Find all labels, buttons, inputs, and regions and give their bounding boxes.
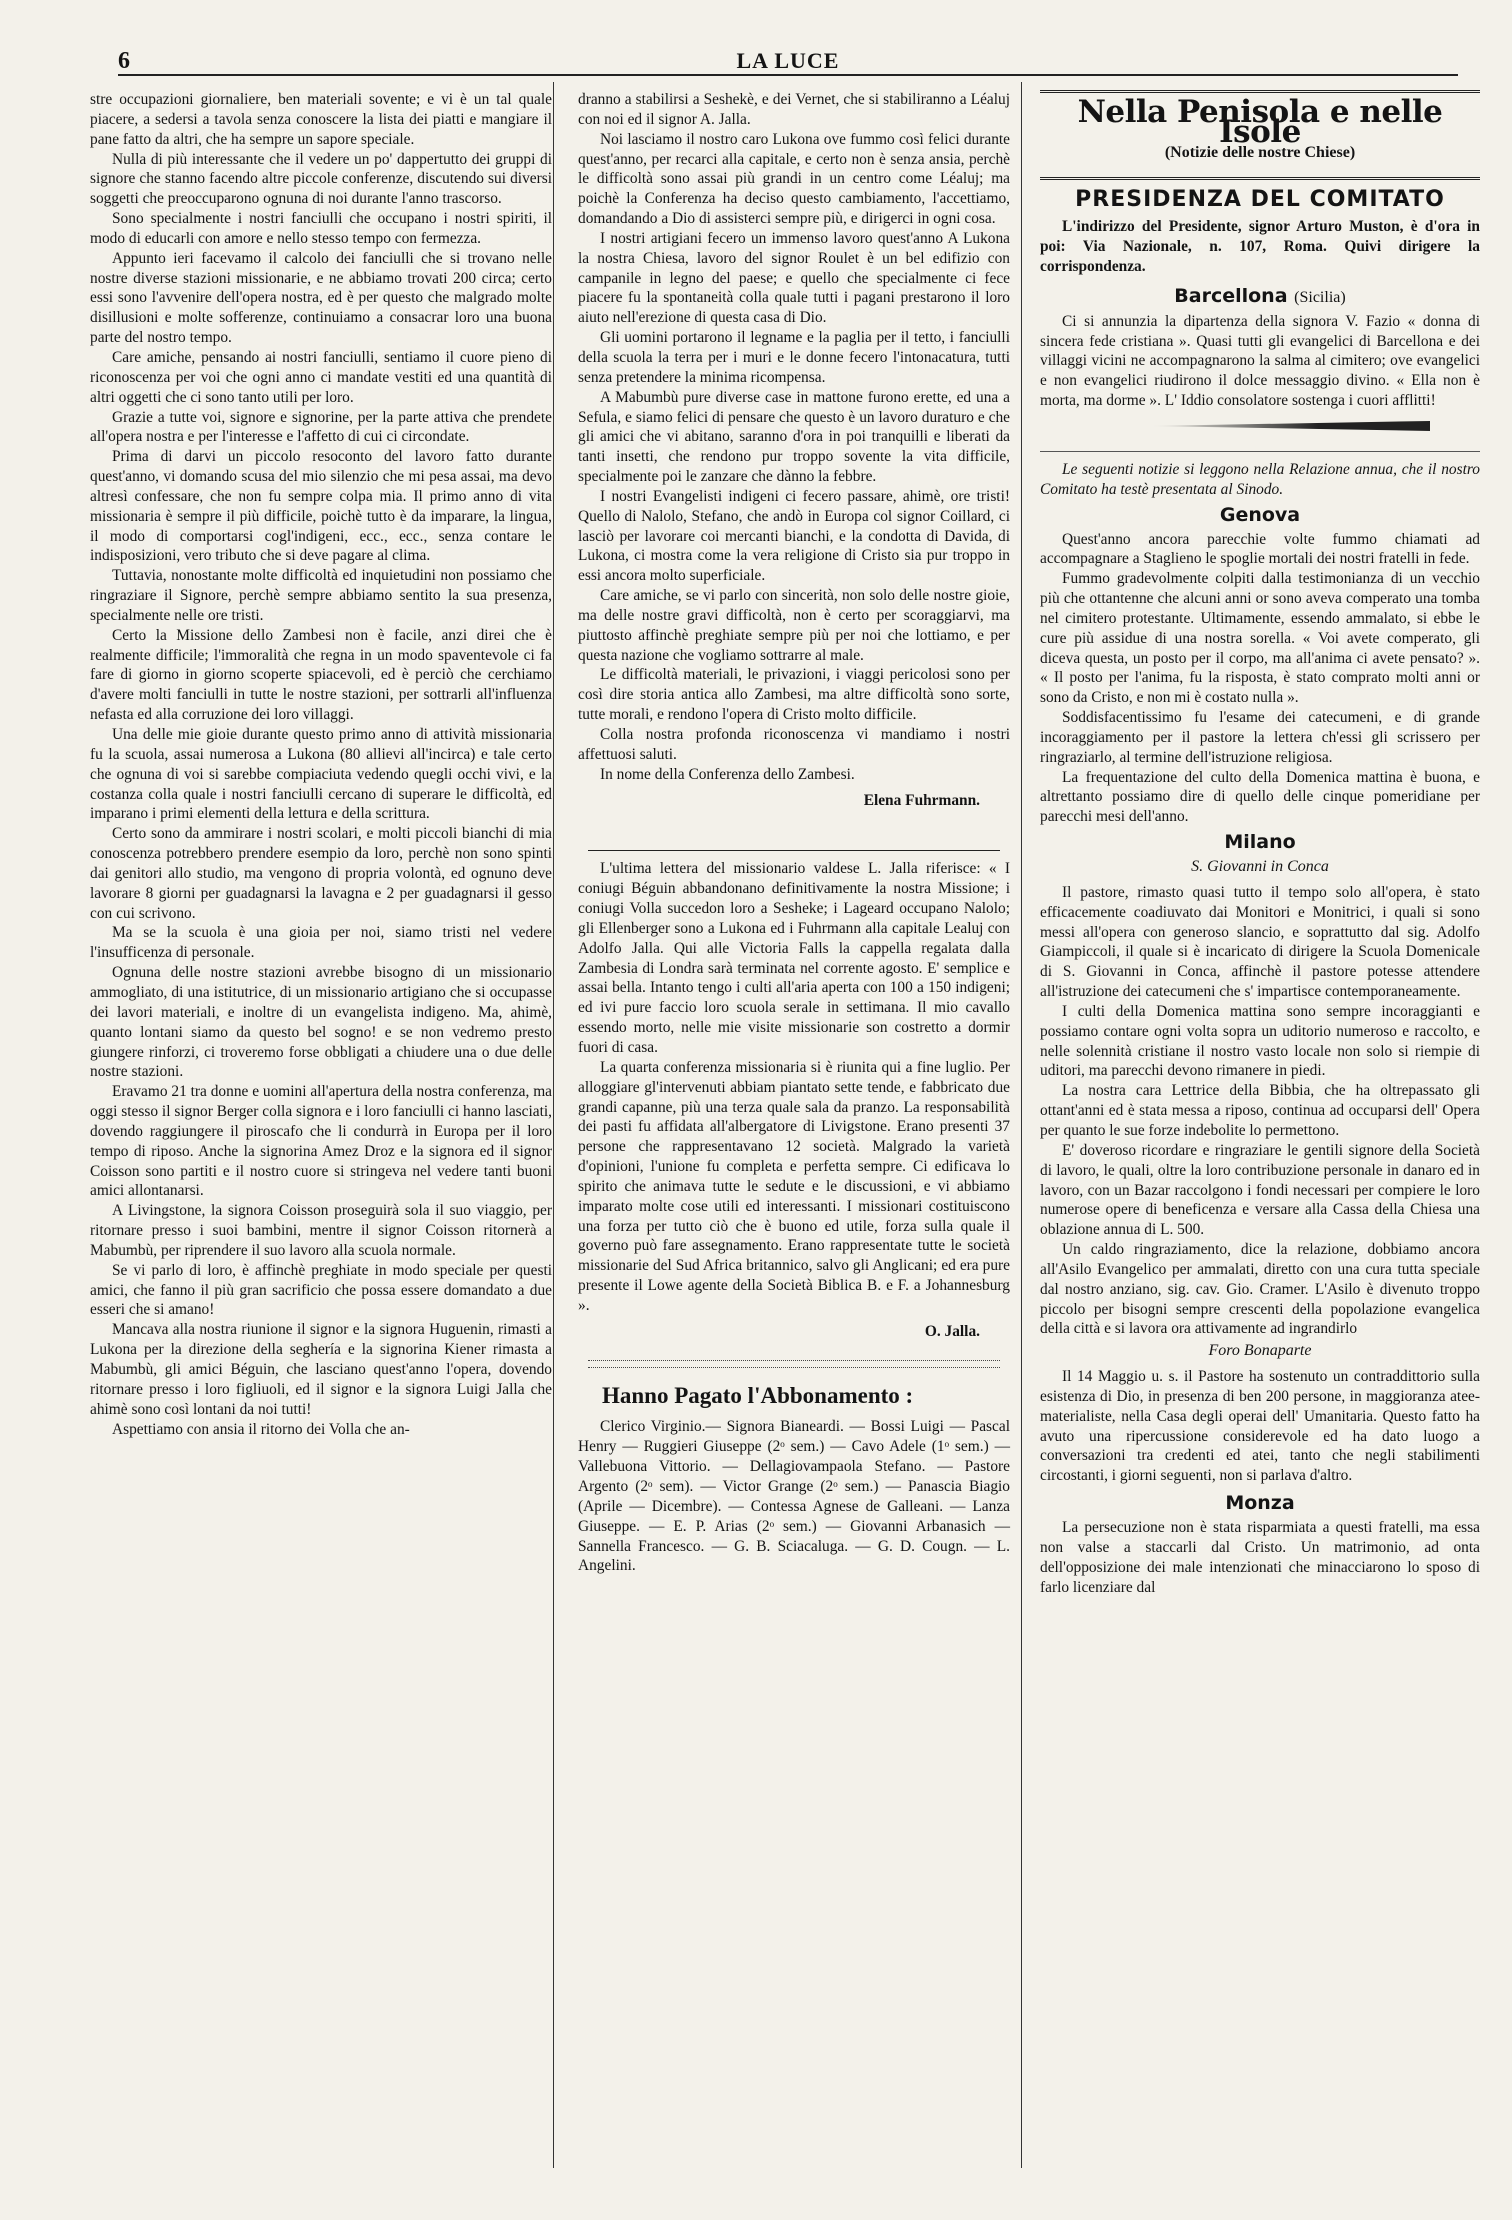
paragraph: Se vi parlo di loro, è affinchè preghiate in modo speciale per questi amici, che fanno il più gran sacrificio che possa essere domandato a due esseri che si amano! bbox=[90, 1261, 552, 1319]
paragraph: Noi lasciamo il nostro caro Lukona ove fummo così felici durante quest'anno, per recarci alla capitale, e certo non è senza ansia, perchè le difficoltà sono assai più grandi in un centro come Léaluj; ma poichè la Conferenza ha deciso questo cambiamento, l'accettiamo, domandando a Dio di assisterci sempre più, e dirigerci in ogni cosa. bbox=[578, 130, 1010, 228]
signature: O. Jalla. bbox=[924, 1322, 980, 1340]
paragraph: La quarta conferenza missionaria si è riunita qui a fine luglio. Per alloggiare gl'intervenuti abbiam piantato sette tende, e fabbricato due grandi capanne, più una terza quale sala da pranzo. La responsabilità dei pasti fu affidata all'albergatore di Livigstone. Erano presenti 37 persone che rappresentavano 12 società. Malgrado la varietà d'opinioni, l'unione fu completa e perfetta sempre. Ci edificava lo spirito che animava tutte le sedute e le discussioni, e vi abbiamo imparato molte cose utili ed interessanti. I missionari costituiscono una forza per tutto ciò che è buono ed utile, forza sulla quale il governo può fare assegnamento. Erano rappresentate tutte le società missionarie del Sud Africa britannico, salvo gli Anglicani; ed era pure presente il Lowe agente della Società Biblica B. e F. a Johannesburg ». bbox=[578, 1058, 1010, 1314]
city-heading bbox=[1040, 284, 1480, 308]
divider bbox=[1040, 441, 1480, 452]
section-box bbox=[1040, 90, 1480, 180]
paragraph: stre occupazioni giornaliere, ben materiali sovente; e vi è un tal quale piacere, a sedersi a tavola senza conoscere la lista dei piatti e mangiare il pane fatto da altri, che ha sempre un sapore speciale. bbox=[90, 91, 552, 148]
paragraph: Fummo gradevolmente colpiti dalla testimonianza di un vecchio più che ottantenne che alcuni anni or sono aveva comperato una tomba nel cimitero protestante. Ultimamente, essendo ammalato, si ebbe le cure più assidue di una nostra sorella. « Voi avete comperato, gli diceva questa, un posto per il corpo, ma all'anima ci avete pensato? ». « Il posto per l'anima, fu la risposta, è stato comprato molti anni or sono da Cristo, e non mi è costato nulla ». bbox=[1040, 570, 1480, 707]
paragraph: Appunto ieri facevamo il calcolo dei fanciulli che si trovano nelle nostre diverse stazioni missionarie, e ne abbiamo trovati 200 circa; certo essi sono l'avvenire dell'opera nostra, ed è per questo che malgrado molte disillusioni e molte sofferenze, continuiamo a consacrar loro una buona parte del nostro tempo. bbox=[90, 249, 552, 347]
foro-heading: Foro Bonaparte bbox=[1208, 1342, 1312, 1360]
paragraph: Certo sono da ammirare i nostri scolari, e molti piccoli bianchi di mia conoscenza potrebbero prendere esempio da loro, perchè non sono spinti dai genitori allo studio, ma vengono di propria volontà, ed ognuno deve lavorare 8 giorni per guadagnarsi la lavagna e 2 per guadagnarsi il gesso con cui scrivono. bbox=[90, 825, 552, 922]
paragraph: dranno a stabilirsi a Seshekè, e dei Vernet, che si stabiliranno a Léaluj con noi ed il signor A. Jalla. bbox=[578, 91, 1010, 128]
paragraph: In nome della Conferenza dello Zambesi. bbox=[600, 765, 855, 783]
column-1 bbox=[90, 90, 552, 1439]
paragraph: I nostri artigiani fecero un immenso lavoro quest'anno A Lukona la nostra Chiesa, lavoro del signor Roulet è un bel edifizio con campanile in legno del paese; e quello che specialmente ci fece piacere fu la spontaneità colla quale tutti i pagani prestarono il loro aiuto nell'erezione di questa casa di Dio. bbox=[578, 229, 1010, 327]
milano-subheading: S. Giovanni in Conca bbox=[1191, 858, 1329, 875]
paragraph: Certo la Missione dello Zambesi non è facile, anzi direi che è realmente difficile; l'immoralità che regna in un modo spaventevole ci fa fare di giorno in giorno scoperte spiacevoli, ed è perciò che cerchiamo d'avere molti fanciulli in tutte le nostre stazioni, per sottrarli all'influenza nefasta ed alla corruzione dei loro villaggi. bbox=[90, 626, 552, 724]
paragraph: Ci si annunzia la dipartenza della signora V. Fazio « donna di sincera fede cristiana ». Quasi tutti gli evangelici di Barcellona e dei villaggi vicini ne accompagnarono la salma al cimitero; ove evangelici e non evangelici riudirono il dolce messaggio divino. « Ella non è morta, ma dorme ». L' Iddio consolatore sostenga i cuori afflitti! bbox=[1040, 312, 1480, 410]
column-3 bbox=[1040, 90, 1480, 1597]
paragraph: A Livingstone, la signora Coisson proseguirà sola il suo viaggio, per ritornare presso i suoi bambini, mentre il signor Coisson ritornerà a Mabumbù, per riprendere il suo lavoro alla scuola normale. bbox=[90, 1202, 552, 1259]
paragraph: Mancava alla nostra riunione il signor e la signora Huguenin, rimasti a Lukona per la direzione della seghería e la signorina Kiener rimasta a Mabumbù, gli amici Béguin, che lasciano quest'anno l'opera, dovendo ritornare presso i loro figliuoli, ed il signor e la signora Luigi Jalla che ahimè sono così lontani da noi tutti! bbox=[90, 1321, 552, 1418]
wavy-divider bbox=[588, 1360, 1000, 1368]
paragraph: L'indirizzo del Presidente, signor Arturo Muston, è d'ora in poi: Via Nazionale, n. 107, Roma. Quivi dirigere la corrispondenza. bbox=[1040, 218, 1480, 276]
monza-heading: Monza bbox=[1225, 1492, 1295, 1515]
paragraph: Il pastore, rimasto quasi tutto il tempo solo all'opera, è stato efficacemente coadiuvato dai Monitori e Monitrici, i quali si sono messi all'opera con generoso slancio, e soprattutto dal sig. Adolfo Giampiccoli, il quale si è incaricato di dirigere la Scuola Domenicale di S. Giovanni in Conca, affinchè il pastore potesse attendere all'istruzione dei catecumeni che s' impartisce contemporaneamente. bbox=[1040, 883, 1480, 1001]
barcellona-title: Barcellona bbox=[1174, 284, 1288, 307]
divider bbox=[588, 850, 1000, 851]
intro-note: Le seguenti notizie si leggono nella Relazione annua, che il nostro Comitato ha testè presentata al Sinodo. bbox=[1040, 460, 1480, 498]
paragraph: Nulla di più interessante che il vedere un po' dappertutto dei gruppi di signore che stanno facendo altre piccole conferenze, discutendo sui diversi soggetti che preoccuparono ognuna di noi durante l'anno trascorso. bbox=[90, 150, 552, 208]
paragraph: Colla nostra profonda riconoscenza vi mandiamo i nostri affettuosi saluti. bbox=[578, 726, 1010, 763]
barcellona-region: (Sicilia) bbox=[1294, 288, 1346, 306]
paragraph: Le difficoltà materiali, le privazioni, i viaggi pericolosi sono per così dire storia antica allo Zambesi, ma altre difficoltà sono sorte, tutte morali, e rendono l'opera di Cristo molto difficile. bbox=[578, 666, 1010, 724]
newspaper-title: LA LUCE bbox=[736, 48, 840, 73]
paragraph: E' doveroso ricordare e ringraziare le gentili signore della Società di lavoro, le quali, oltre la loro contribuzione personale in danaro ed in lavoro, con un Bazar raccolgono i fondi necessari per compiere le loro numerose opere di beneficenza e versare alla Cassa della Chiesa una oblazione annua di L. 500. bbox=[1040, 1141, 1480, 1239]
paragraph: Ognuna delle nostre stazioni avrebbe bisogno di un missionario ammogliato, di una istitutrice, di un missionario artigiano che si occupasse dei lavori materiali, e inoltre di un evangelista indigeno. Ma, ahimè, quanto lontani siamo da questo bel sogno! e se non vedremo presto giungere rinforzi, ci troveremo forse obbligati a chiudere una o due delle nostre stazioni. bbox=[90, 964, 552, 1081]
paragraph: Il 14 Maggio u. s. il Pastore ha sostenuto un contraddittorio sulla esistenza di Dio, in presenza di ben 200 persone, in maggioranza atee-materialiste, nella Casa degli operai dell' Umanitaria. Questo fatto ha avuto una ripercussione considerevole ed ha dato luogo a conversazioni tra credenti ed atei, tanto che negli stabilimenti circostanti, i giorni seguenti, non si parlava d'altro. bbox=[1040, 1368, 1480, 1485]
paragraph: La frequentazione del culto della Domenica mattina è buona, e altrettanto possiamo dire di quello delle cinque pomeridiane per parecchi mesi dell'anno. bbox=[1040, 768, 1480, 826]
subscriptions-list: Clerico Virginio.— Signora Bianeardi. — Bossi Luigi — Pascal Henry — Ruggieri Giuseppe (2ᵒ sem.) — Cavo Adele (1ᵒ sem.) — Vallebuona Vittorio. — Dellagiovampaola Stefano. — Pastore Argento (2ᵒ sem). — Victor Grange (2ᵒ sem.) — Panascia Biagio (Aprile — Dicembre). — Contessa Agnese de Galleani. — Lanza Giuseppe. — E. P. Arias (2ᵒ sem.) — Giovanni Arbanasich — Sannella Francesco. — G. B. Sciacaluga. — G. D. Cougn. — L. Angelini. bbox=[578, 1418, 1010, 1575]
paragraph: Grazie a tutte voi, signore e signorine, per la parte attiva che prendete all'opera nostra e per l'interesse e l'affetto di cui ci circondate. bbox=[90, 408, 552, 446]
column-divider-1 bbox=[553, 82, 554, 2168]
paragraph: La persecuzione non è stata risparmiata a questi fratelli, ma essa non valse a staccarli dal Cristo. Un matrimonio, ad onta dell'opposizione dei male intenzionati che minacciarono lo sposo di farlo licenziare dal bbox=[1040, 1519, 1480, 1596]
paragraph: I nostri Evangelisti indigeni ci fecero passare, ahimè, ore tristi! Quello di Nalolo, Stefano, che andò in Europa col signor Coillard, ci lasciò per lavorare coi mercanti bianchi, e la condotta di Davida, di Lukona, ci mostra come la vera religione di Cristo sia pur troppo in essi ancora molto superficiale. bbox=[578, 487, 1010, 585]
milano-heading: Milano bbox=[1224, 831, 1296, 854]
paragraph: Soddisfacentissimo fu l'esame dei catecumeni, e di grande incoraggiamento per il pastore la lettera ch'essi gli scrissero per ringraziarlo, al termine dell'istruzione religiosa. bbox=[1040, 709, 1480, 766]
page-header bbox=[118, 48, 1458, 76]
paragraph: Prima di darvi un piccolo resoconto del lavoro fatto durante quest'anno, vi domando scusa del mio silenzio che mi pesa assai, ma devo altresì confessare, che non fu sempre colpa mia. Il primo anno di vita missionaria è sempre il più difficile, poichè tutto è da imparare, la lingua, il modo di comportarsi cogl'indigeni, ecc., ecc., senza contare le indisposizioni, vero tributo che si deve pagare al clima. bbox=[90, 448, 552, 565]
ornamental-rule bbox=[1150, 421, 1430, 431]
signature: Elena Fuhrmann. bbox=[863, 791, 980, 809]
paragraph: I culti della Domenica mattina sono sempre incoraggianti e possiamo contare ogni volta sopra un uditorio numeroso e raccolto, e nelle solennità cristiane il nostro vasto locale non solo si riempie di uditori, ma parecchi devono rimanere in piedi. bbox=[1040, 1002, 1480, 1080]
paragraph: Care amiche, se vi parlo con sincerità, non solo delle nostre gioie, ma delle nostre gravi difficoltà, non è certo per scoraggiarvi, ma piuttosto affinchè preghiate sempre più per noi che lottiamo, e per questa nazione che vogliamo sottrarre al male. bbox=[578, 587, 1010, 664]
column-2 bbox=[578, 90, 1010, 1576]
presidenza-heading: PRESIDENZA DEL COMITATO bbox=[1075, 186, 1445, 212]
paragraph: La nostra cara Lettrice della Bibbia, che ha oltrepassato gli ottant'anni ed è stata messa a riposo, continua ad occuparsi dell' Opera per quanto le sue forze indebolite lo permettono. bbox=[1040, 1082, 1480, 1139]
paragraph: Quest'anno ancora parecchie volte fummo chiamati ad accompagnare a Staglieno le spoglie mortali dei nostri fratelli in fede. bbox=[1040, 530, 1480, 568]
column-divider-2 bbox=[1021, 82, 1022, 2168]
section-title: Nella Penisola e nelle Isole bbox=[1077, 94, 1443, 150]
paragraph: Ma se la scuola è una gioia per noi, siamo tristi nel vedere l'insufficenza di personale. bbox=[90, 924, 552, 962]
paragraph: Una delle mie gioie durante questo primo anno di attività missionaria fu la scuola, assai numerosa a Lukona (80 allievi all'incirca) e tale certo che ognuna di voi si sarebbe compiaciuta vedendo quegli occhi vivi, e la costanza colla quale i nostri fanciulli cercano di superare le difficoltà, ed imparano i primi elementi della lettura e della scrittura. bbox=[90, 726, 552, 823]
section-subtitle: (Notizie delle nostre Chiese) bbox=[1164, 143, 1356, 161]
subscriptions-heading: Hanno Pagato l'Abbonamento : bbox=[602, 1382, 914, 1408]
paragraph: A Mabumbù pure diverse case in mattone furono erette, ed una a Sefula, e siamo felici di pensare che questo è un lavoro duraturo e che gli amici che vi abitano, saranno d'ora in poi tranquilli e liberati da tanti insetti, che rendono pur troppo sovente la vita difficile, specialmente poi le zanzare che dànno la febbre. bbox=[578, 388, 1010, 486]
paragraph: Gli uomini portarono il legname e la paglia per il tetto, i fanciulli della scuola la terra per i muri e le donne fecero l'intonacatura, tutti senza pretendere la minima ricompensa. bbox=[578, 329, 1010, 386]
paragraph: Eravamo 21 tra donne e uomini all'apertura della nostra conferenza, ma oggi stesso il signor Berger colla signora e i loro fanciulli ci hanno lasciati, dovendo raggiungere il piroscafo che li condurrà in Europa per il loro tempo di riposo. Anche la signorina Amez Droz e la signora ed il signor Coisson sono partiti e il nostro cuore si stringeva nel vedere tanti buoni amici allontanarsi. bbox=[90, 1083, 552, 1200]
genova-heading: Genova bbox=[1219, 503, 1301, 526]
paragraph: Tuttavia, nonostante molte difficoltà ed inquietudini non possiamo che ringraziare il Signore, perchè sempre abbiamo sentito la sua presenza, specialmente nelle ore tristi. bbox=[90, 567, 552, 624]
paragraph: Care amiche, pensando ai nostri fanciulli, sentiamo il cuore pieno di riconoscenza per voi che ogni anno ci mandate vestiti ed una quantità di altri oggetti che ci sono tanto utili per loro. bbox=[90, 348, 552, 406]
paragraph: L'ultima lettera del missionario valdese L. Jalla riferisce: « I coniugi Béguin abbandonano definitivamente la nostra Missione; i coniugi Volla succedon loro a Sesheke; i Lageard occupano Nalolo; gli Ellenberger sono a Lukona ed i Fuhrmann alla capitale Lealuj con Adolfo Jalla. Qui alle Victoria Falls la cappella regalata dalla Zambesia di Londra sarà terminata nel corrente agosto. E' semplice e assai bella. Intanto tengo i culti all'aria aperta con 100 a 150 indigeni; ed ivi pure faccio loro scuola serale in settimana. Il mio cavallo essendo morto, nelle mie visite missionarie son costretto a dormir fuori di casa. bbox=[578, 860, 1010, 1056]
paragraph: Aspettiamo con ansia il ritorno dei Volla che an- bbox=[112, 1420, 410, 1438]
page-number: 6 bbox=[118, 48, 130, 74]
paragraph: Un caldo ringraziamento, dice la relazione, dobbiamo ancora all'Asilo Evangelico per ammalati, diretto con una cura tutta speciale dal nostro anziano, sig. cav. Gio. Cramer. L'Asilo è divenuto troppo piccolo per bisogni sempre crescenti della popolazione evangelica della città e si lavora ora attivamente ad ingrandirlo bbox=[1040, 1241, 1480, 1338]
paragraph: Sono specialmente i nostri fanciulli che occupano i nostri spiriti, il modo di educarli con amore e nello stesso tempo con fermezza. bbox=[90, 210, 552, 247]
